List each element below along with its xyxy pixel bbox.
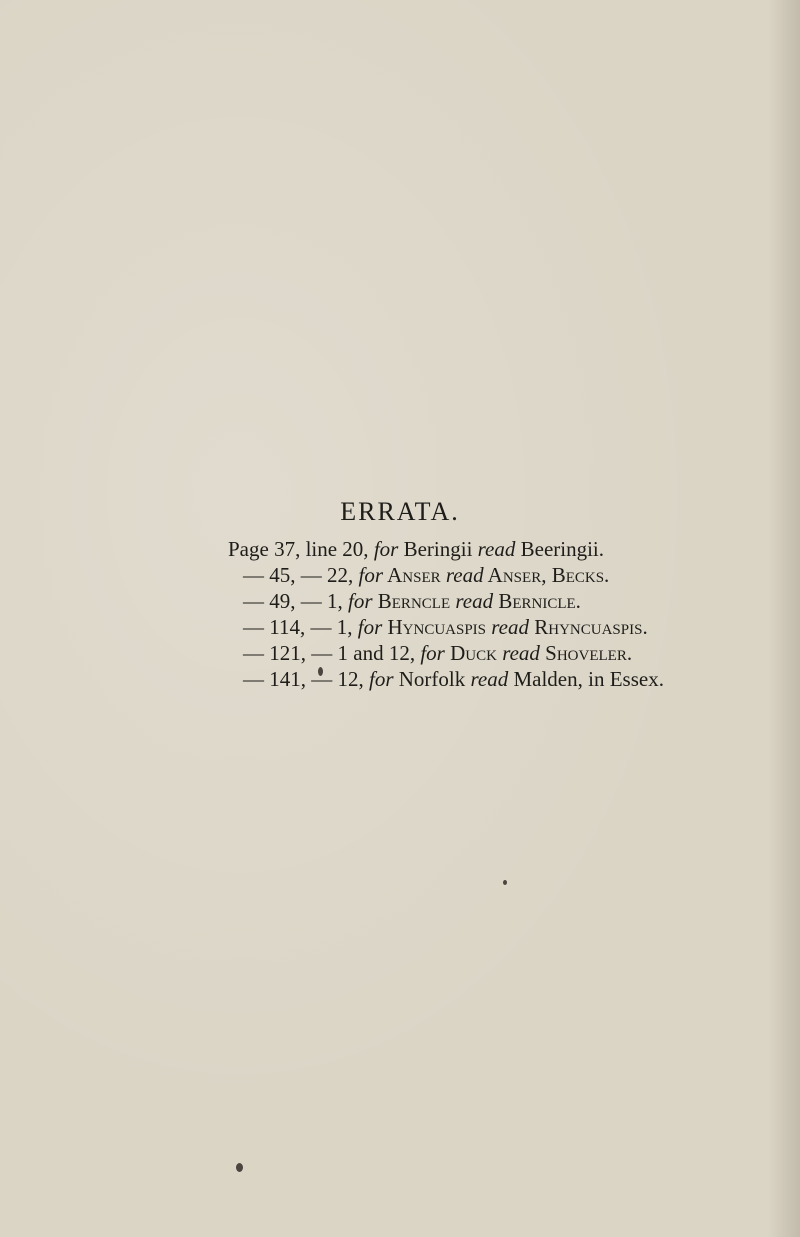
entry-reference: — 121, — 1 and 12, (243, 641, 421, 665)
entry-wrong-text: Hyncuaspis (382, 615, 492, 639)
entry-read-label: read (470, 667, 509, 691)
entry-for-label: for (348, 589, 373, 613)
entry-correct-text: Malden, in Essex. (508, 667, 664, 691)
errata-entry (228, 536, 788, 562)
entry-reference: — 114, — 1, (243, 615, 358, 639)
entry-for-label: for (357, 615, 383, 639)
errata-entry (228, 614, 788, 640)
entry-read-label: read (477, 537, 516, 561)
entry-for-label: for (420, 641, 445, 665)
entry-read-label: read (491, 615, 529, 639)
errata-entry (228, 562, 788, 588)
entry-wrong-text: Norfolk (393, 667, 471, 691)
entry-read-label: read (455, 589, 494, 613)
entry-wrong-text: Anser (383, 563, 446, 587)
entry-correct-text: Anser, Becks. (483, 563, 610, 587)
errata-title: ERRATA. (340, 497, 460, 526)
entry-for-label: for (369, 667, 394, 691)
entry-for-label: for (373, 537, 399, 561)
entry-read-label: read (445, 563, 484, 587)
errata-list (228, 536, 788, 692)
entry-correct-text: Shoveler. (539, 641, 633, 665)
errata-entry (228, 588, 788, 614)
entry-reference: — 49, — 1, (243, 589, 348, 613)
entry-wrong-text: Duck (444, 641, 503, 665)
entry-correct-text: Beeringii. (515, 537, 605, 561)
errata-entry (228, 640, 788, 666)
entry-wrong-text: Beringii (398, 537, 478, 561)
entry-read-label: read (502, 641, 540, 665)
entry-wrong-text: Berncle (372, 589, 456, 613)
ink-speck (236, 1163, 243, 1172)
entry-correct-text: Bernicle. (493, 589, 581, 613)
entry-reference: — 45, — 22, (243, 563, 359, 587)
entry-for-label: for (358, 563, 384, 587)
entry-reference: Page 37, line 20, (228, 537, 374, 561)
ink-speck (503, 880, 507, 885)
entry-correct-text: Rhyncuaspis. (529, 615, 648, 639)
entry-reference: — 141, — 12, (243, 667, 369, 691)
errata-entry (228, 666, 788, 692)
